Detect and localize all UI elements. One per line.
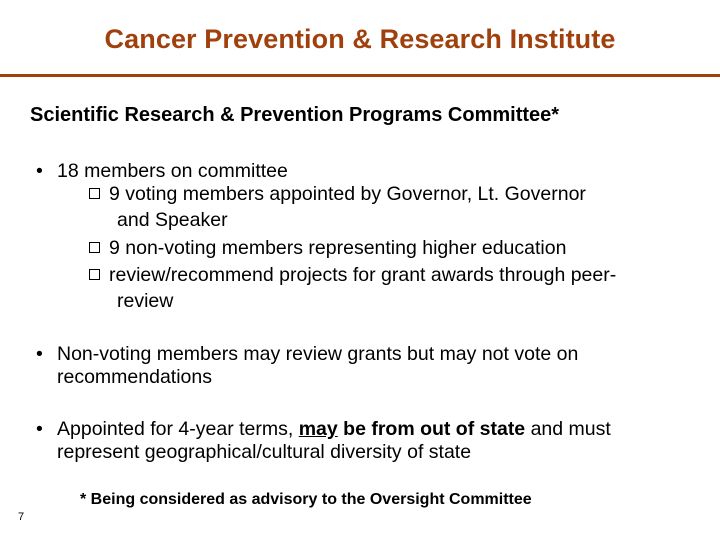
page-number: 7 bbox=[18, 511, 25, 523]
bullet-dot-icon: • bbox=[36, 160, 43, 182]
checkbox-square-icon bbox=[89, 269, 100, 280]
sub-item-text: 9 voting members appointed by Governor, Lt. Governor bbox=[109, 183, 586, 205]
underlined-emphasis: may bbox=[298, 418, 338, 440]
bold-emphasis: be from out of state bbox=[337, 418, 526, 440]
title-divider bbox=[0, 74, 720, 77]
bullet-text-part: Appointed for 4-year terms, bbox=[57, 418, 299, 440]
sub-item-text: review/recommend projects for grant awards through peer- bbox=[109, 264, 617, 286]
bullet-dot-icon: • bbox=[36, 343, 43, 365]
bullet-text: Non-voting members may review grants but may not vote on recommendations bbox=[57, 343, 579, 388]
slide-title: Cancer Prevention & Research Institute bbox=[104, 24, 616, 54]
checkbox-square-icon bbox=[89, 188, 100, 199]
bullet-dot-icon: • bbox=[36, 418, 43, 440]
bullet-text bbox=[57, 418, 692, 464]
bullet-text-part: and must represent geographical/cultural diversity of state bbox=[57, 418, 611, 463]
bullet-text: 18 members on committee bbox=[57, 160, 288, 182]
checkbox-square-icon bbox=[89, 242, 100, 253]
sub-item-continuation: and Speaker bbox=[117, 209, 228, 231]
sub-item-text: 9 non-voting members representing higher education bbox=[109, 237, 567, 259]
sub-item-continuation: review bbox=[117, 290, 174, 312]
footnote: * Being considered as advisory to the Oversight Committee bbox=[80, 491, 532, 508]
slide-subtitle: Scientific Research & Prevention Programs Committee* bbox=[30, 104, 560, 126]
